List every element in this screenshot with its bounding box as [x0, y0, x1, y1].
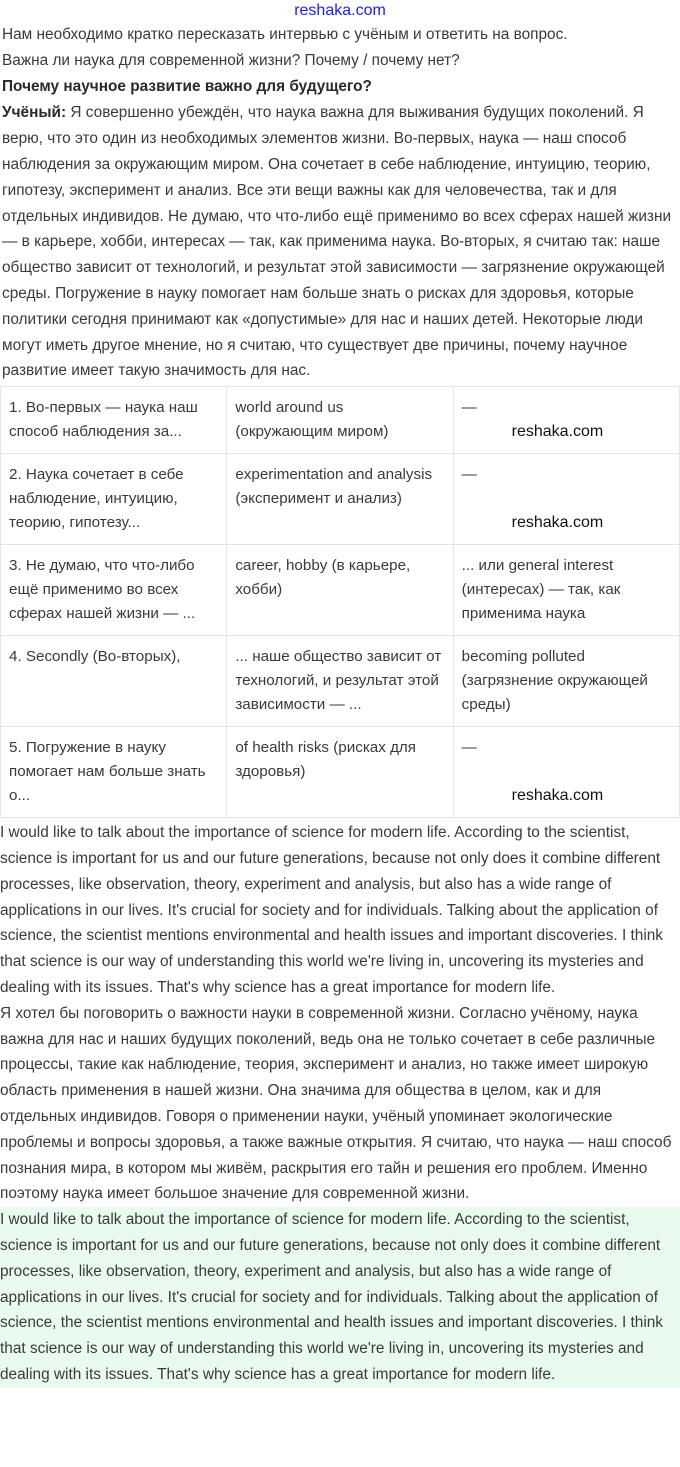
- table-cell: ... наше общество зависит от технологий, и результат этой зависимости — ...: [227, 636, 453, 727]
- table-cell: 4. Secondly (Во-вторых),: [1, 636, 227, 727]
- spacer: [462, 487, 671, 511]
- table-row: [1, 636, 680, 727]
- table-cell: [453, 387, 679, 454]
- table-cell: career, hobby (в карьере, хобби): [227, 545, 453, 636]
- table-cell-text: —: [461, 739, 477, 757]
- table-cell: 1. Во-первых — наука наш способ наблюдения за...: [1, 387, 227, 454]
- english-summary-highlighted: I would like to talk about the importance of science for modern life. According to the scientist, science is important for us and our future generations, because not only does it combine different processes, like observation, theory, experiment and analysis, but also has a wide range of applications in our lives. It's crucial for society and for individuals. Talking about the application of science, the scientist mentions environmental and health issues and important discoveries. I think that science is our way of understanding this world we're living in, uncovering its mysteries and dealing with its issues. That's why science has a great importance for modern life.: [0, 1207, 680, 1388]
- table-row: [1, 727, 680, 818]
- table-cell: 2. Наука сочетает в себе наблюдение, интуицию, теорию, гипотезу...: [1, 454, 227, 545]
- table-row: [1, 545, 680, 636]
- scientist-text: Я совершенно убеждён, что наука важна для выживания будущих поколений. Я верю, что это один из необходимых элементов жизни. Во-первых, наука — наш способ наблюдения за окружающим миром. Она сочетает в себе наблюдение, интуицию, теорию, гипотезу, эксперимент и анализ. Все эти вещи важны как для человечества, так и для отдельных индивидов. Не думаю, что что-либо ещё применимо во всех сферах нашей жизни — в карьере, хобби, интересах — так, как применима наука. Во-вторых, я считаю так: наше общество зависит от технологий, и результат этой зависимости — загрязнение окружающей среды. Погружение в науку помогает нам больше знать о рисках для здоровья, которые политики сегодня принимают как «допустимые» для нас и наших детей. Некоторые люди могут иметь другое мнение, но я считаю, что существует две причины, почему научное развитие имеет такую значимость для нас.: [2, 104, 672, 380]
- question-heading: Почему научное развитие важно для будущего?: [2, 77, 372, 95]
- site-link[interactable]: reshaka.com: [294, 2, 386, 19]
- intro-line: Нам необходимо кратко пересказать интервью с учёным и ответить на вопрос.: [2, 26, 568, 43]
- table-cell: [453, 727, 679, 818]
- table-cell: 5. Погружение в науку помогает нам больше знать о...: [1, 727, 227, 818]
- scientist-paragraph: [2, 100, 678, 384]
- spacer: [462, 760, 671, 784]
- english-summary: I would like to talk about the importance of science for modern life. According to the scientist, science is important for us and our future generations, because not only does it combine different processes, like observation, theory, experiment and analysis, but also has a wide range of applications in our lives. It's crucial for society and for individuals. Talking about the application of science, the scientist mentions environmental and health issues and important discoveries. I think that science is our way of understanding this world we're living in, uncovering its mysteries and dealing with its issues. That's why science has a great importance for modern life.: [0, 824, 663, 996]
- watermark: reshaka.com: [511, 423, 604, 441]
- table-cell-text: —: [461, 466, 477, 484]
- watermark: reshaka.com: [511, 787, 604, 805]
- table-row: [1, 387, 680, 454]
- table-cell-text: —: [461, 399, 477, 417]
- table-cell: becoming polluted (загрязнение окружающей среды): [453, 636, 679, 727]
- table-cell: [453, 454, 679, 545]
- intro-line: Важна ли наука для современной жизни? Почему / почему нет?: [2, 51, 460, 69]
- watermark: reshaka.com: [511, 514, 604, 532]
- table-cell: 3. Не думаю, что что-либо ещё применимо во всех сферах нашей жизни — ...: [1, 545, 227, 636]
- table-cell: of health risks (рисках для здоровья): [227, 727, 453, 818]
- table-row: [1, 454, 680, 545]
- table-cell: world around us (окружающим миром): [227, 387, 453, 454]
- notes-table: [0, 386, 680, 818]
- russian-summary: Я хотел бы поговорить о важности науки в современной жизни. Согласно учёному, наука важна для нас и наших будущих поколений, ведь она не только сочетает в себе различные процессы, такие как наблюдение, теория, эксперимент и анализ, но также имеет широкую область применения в нашей жизни. Она значима для общества в целом, как и для отдельных индивидов. Говоря о применении науки, учёный упоминает экологические проблемы и вопросы здоровья, а также важные открытия. Я считаю, что наука — наш способ познания мира, в котором мы живём, раскрытия его тайн и решения его проблем. Именно поэтому наука имеет большое значение для современной жизни.: [0, 1004, 672, 1203]
- table-cell: ... или general interest (интересах) — так, как применима наука: [453, 545, 679, 636]
- scientist-label: Учёный:: [2, 104, 67, 122]
- intro: [0, 22, 680, 384]
- table-cell: experimentation and analysis (эксперимент и анализ): [227, 454, 453, 545]
